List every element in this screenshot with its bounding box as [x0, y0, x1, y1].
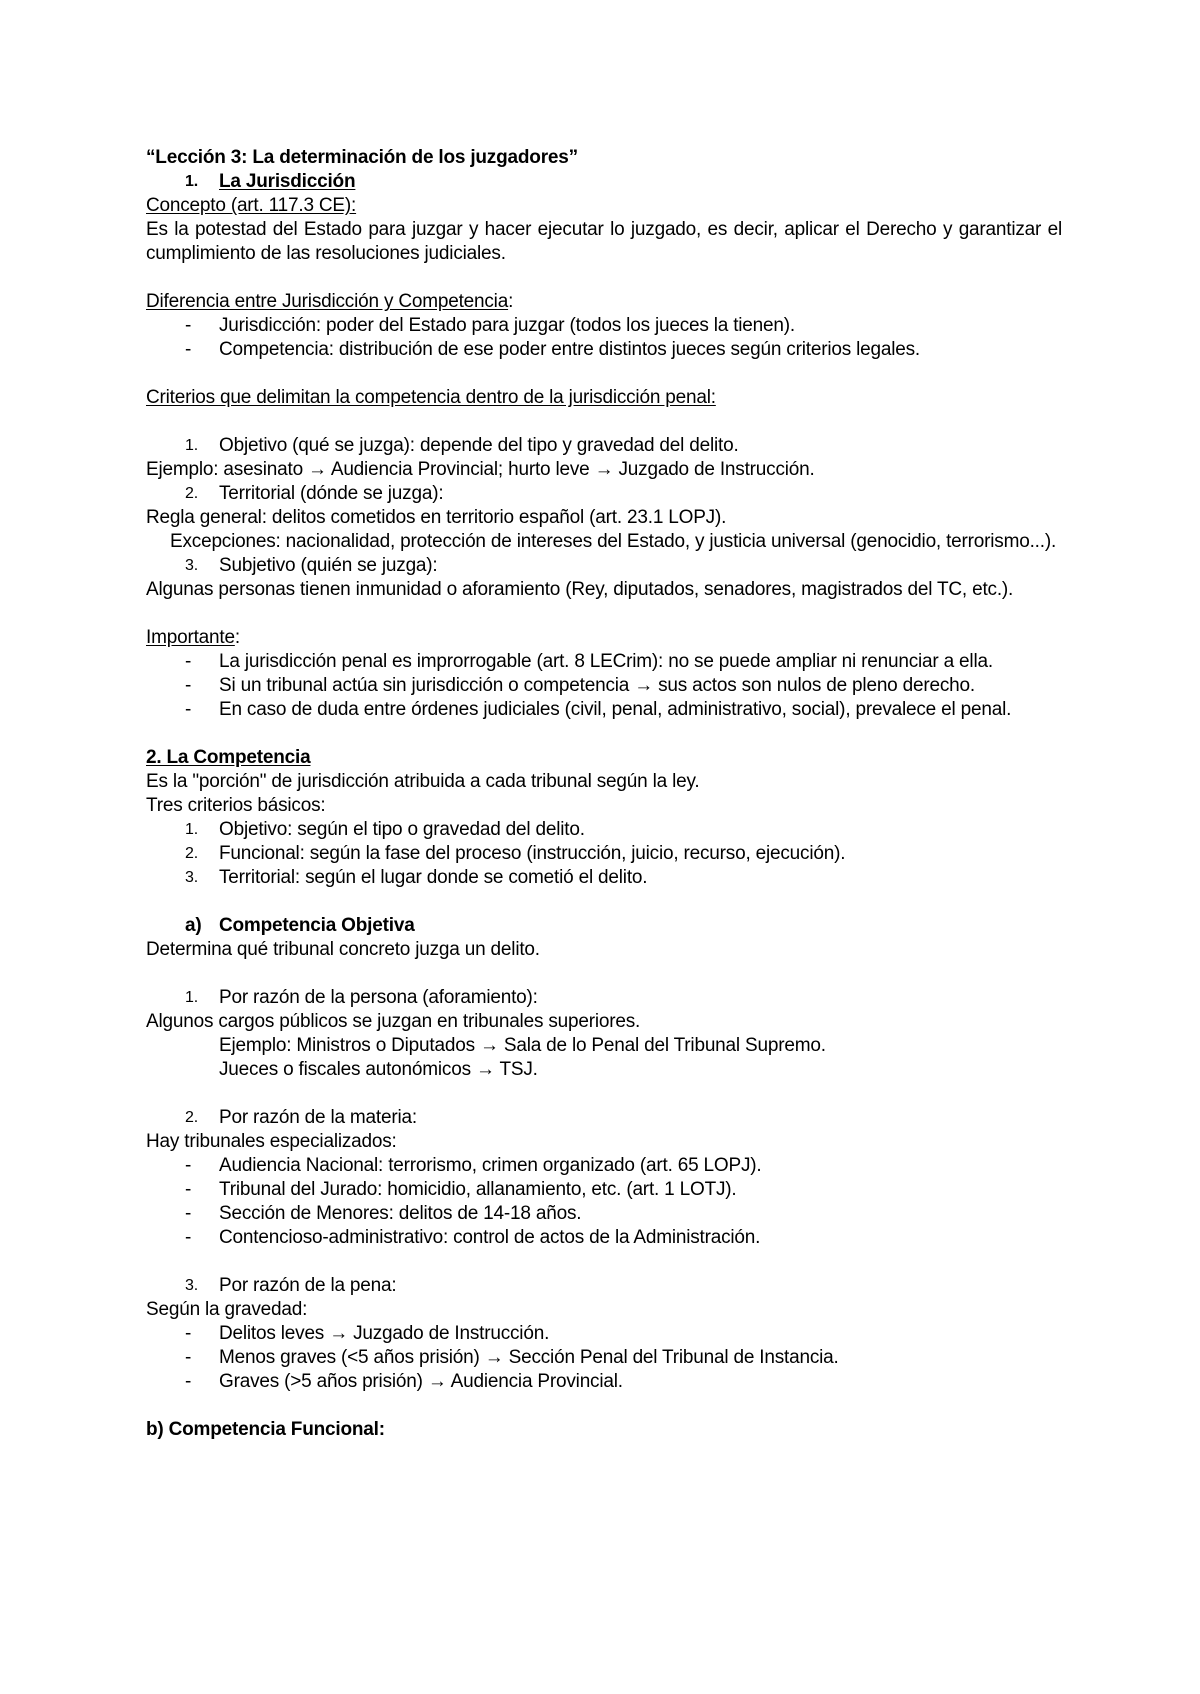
- criteria-text: Funcional: según la fase del proceso (instrucción, juicio, recurso, ejecución).: [219, 843, 846, 864]
- objective-number: 2.: [185, 1109, 198, 1126]
- criteria-title: Territorial (dónde se juzga):: [219, 483, 444, 504]
- subsection-b-heading: b) Competencia Funcional:: [146, 1419, 385, 1440]
- difference-item: Competencia: distribución de ese poder entre distintos jueces según criterios legales.: [219, 339, 920, 360]
- objective-number: 1.: [185, 989, 198, 1006]
- section-1-number: 1.: [185, 173, 198, 190]
- subsection-a-marker: a): [185, 915, 202, 936]
- spacer: [146, 962, 1062, 986]
- list-item: [146, 434, 1062, 458]
- criteria-heading: Criterios que delimitan la competencia dentro de la jurisdicción penal:: [146, 387, 716, 408]
- criteria-example: Ejemplo: asesinato → Audiencia Provincial; hurto leve → Juzgado de Instrucción.: [146, 459, 815, 480]
- difference-label: Diferencia entre Jurisdicción y Competencia: [146, 291, 509, 312]
- bullet-dash: -: [185, 1227, 192, 1248]
- difference-colon: :: [508, 291, 514, 312]
- bullet-dash: -: [185, 339, 192, 360]
- criteria-exceptions-text: Excepciones: nacionalidad, protección de intereses del Estado, y justicia universal (genocidio, terrorismo...).: [170, 531, 1057, 552]
- matter-item: Audiencia Nacional: terrorismo, crimen organizado (art. 65 LOPJ).: [219, 1155, 762, 1176]
- criteria-title: Subjetivo (quién se juzga):: [219, 555, 438, 576]
- penalty-item: Delitos leves → Juzgado de Instrucción.: [219, 1323, 550, 1344]
- section-1-title: La Jurisdicción: [219, 171, 356, 192]
- important-colon: :: [234, 627, 240, 648]
- list-item: [146, 1226, 1062, 1250]
- spacer: [146, 890, 1062, 914]
- spacer: [146, 1394, 1062, 1418]
- list-item: [146, 482, 1062, 506]
- list-item: [146, 842, 1062, 866]
- matter-item: Tribunal del Jurado: homicidio, allanamiento, etc. (art. 1 LOTJ).: [219, 1179, 737, 1200]
- important-item: La jurisdicción penal es improrrogable (art. 8 LECrim): no se puede ampliar ni renunciar a ella.: [219, 651, 993, 672]
- list-item: [146, 674, 1062, 698]
- list-item: [146, 698, 1062, 722]
- document-title: “Lección 3: La determinación de los juzgadores”: [146, 147, 578, 168]
- important-heading: [146, 626, 1062, 650]
- spacer: [146, 410, 1062, 434]
- concept-text: Es la potestad del Estado para juzgar y hacer ejecutar lo juzgado, es decir, aplicar el Derecho y garantizar el cumplimiento de las resoluciones judiciales.: [146, 219, 1062, 264]
- spacer: [146, 1250, 1062, 1274]
- penalty-item: Menos graves (<5 años prisión) → Sección Penal del Tribunal de Instancia.: [219, 1347, 839, 1368]
- important-item: Si un tribunal actúa sin jurisdicción o competencia → sus actos son nulos de pleno derecho.: [219, 675, 975, 696]
- spacer: [146, 1082, 1062, 1106]
- criteria-text: Territorial: según el lugar donde se cometió el delito.: [219, 867, 648, 888]
- objective-text: Algunos cargos públicos se juzgan en tribunales superiores.: [146, 1011, 641, 1032]
- bullet-dash: -: [185, 1179, 192, 1200]
- objective-title: Por razón de la materia:: [219, 1107, 417, 1128]
- subsection-a-title: Competencia Objetiva: [219, 915, 415, 936]
- criteria-number: 1.: [185, 821, 198, 838]
- criteria-number: 3.: [185, 557, 198, 574]
- penalty-item: Graves (>5 años prisión) → Audiencia Provincial.: [219, 1371, 623, 1392]
- bullet-dash: -: [185, 1155, 192, 1176]
- criteria-number: 3.: [185, 869, 198, 886]
- objective-title: Por razón de la pena:: [219, 1275, 397, 1296]
- list-item: [146, 314, 1062, 338]
- objective-example: Jueces o fiscales autonómicos → TSJ.: [219, 1059, 538, 1080]
- criteria-subjective-text: Algunas personas tienen inmunidad o aforamiento (Rey, diputados, senadores, magistrados del TC, etc.).: [146, 579, 1014, 600]
- bullet-dash: -: [185, 1323, 192, 1344]
- list-item: [146, 554, 1062, 578]
- criteria-title: Objetivo (qué se juzga): depende del tipo y gravedad del delito.: [219, 435, 739, 456]
- list-item: [146, 1178, 1062, 1202]
- list-item: [146, 818, 1062, 842]
- objective-number: 3.: [185, 1277, 198, 1294]
- document-page: [146, 146, 1062, 1442]
- difference-heading: [146, 290, 1062, 314]
- bullet-dash: -: [185, 315, 192, 336]
- spacer: [146, 266, 1062, 290]
- objective-text: Hay tribunales especializados:: [146, 1131, 397, 1152]
- list-item: [146, 338, 1062, 362]
- list-item: [146, 1106, 1062, 1130]
- list-item: [146, 650, 1062, 674]
- bullet-dash: -: [185, 1203, 192, 1224]
- objective-title: Por razón de la persona (aforamiento):: [219, 987, 538, 1008]
- section-2-heading: 2. La Competencia: [146, 747, 311, 768]
- important-label: Importante: [146, 627, 235, 648]
- list-item: [146, 1346, 1062, 1370]
- section-2-criteria-intro: Tres criterios básicos:: [146, 795, 326, 816]
- criteria-number: 1.: [185, 437, 198, 454]
- criteria-text: Objetivo: según el tipo o gravedad del delito.: [219, 819, 585, 840]
- objective-text: Según la gravedad:: [146, 1299, 308, 1320]
- bullet-dash: -: [185, 651, 192, 672]
- matter-item: Sección de Menores: delitos de 14-18 años.: [219, 1203, 582, 1224]
- section-1-heading: [146, 170, 1062, 194]
- list-item: [146, 1202, 1062, 1226]
- criteria-number: 2.: [185, 845, 198, 862]
- spacer: [146, 602, 1062, 626]
- bullet-dash: -: [185, 699, 192, 720]
- criteria-exceptions: [146, 530, 1062, 554]
- subsection-a-heading: [146, 914, 1062, 938]
- list-item: [146, 1370, 1062, 1394]
- criteria-number: 2.: [185, 485, 198, 502]
- bullet-dash: -: [185, 1371, 192, 1392]
- criteria-rule: Regla general: delitos cometidos en territorio español (art. 23.1 LOPJ).: [146, 507, 727, 528]
- bullet-dash: -: [185, 675, 192, 696]
- section-2-intro: Es la "porción" de jurisdicción atribuida a cada tribunal según la ley.: [146, 771, 700, 792]
- list-item: [146, 1154, 1062, 1178]
- list-item: [146, 1322, 1062, 1346]
- concept-label: Concepto (art. 117.3 CE):: [146, 195, 357, 216]
- difference-item: Jurisdicción: poder del Estado para juzgar (todos los jueces la tienen).: [219, 315, 795, 336]
- bullet-dash: -: [185, 1347, 192, 1368]
- important-item: En caso de duda entre órdenes judiciales (civil, penal, administrativo, social), prevalece el penal.: [219, 699, 1012, 720]
- list-item: [146, 1274, 1062, 1298]
- subsection-a-intro: Determina qué tribunal concreto juzga un delito.: [146, 939, 540, 960]
- list-item: [146, 986, 1062, 1010]
- spacer: [146, 722, 1062, 746]
- matter-item: Contencioso-administrativo: control de actos de la Administración.: [219, 1227, 761, 1248]
- spacer: [146, 362, 1062, 386]
- list-item: [146, 866, 1062, 890]
- objective-example: Ejemplo: Ministros o Diputados → Sala de lo Penal del Tribunal Supremo.: [219, 1035, 826, 1056]
